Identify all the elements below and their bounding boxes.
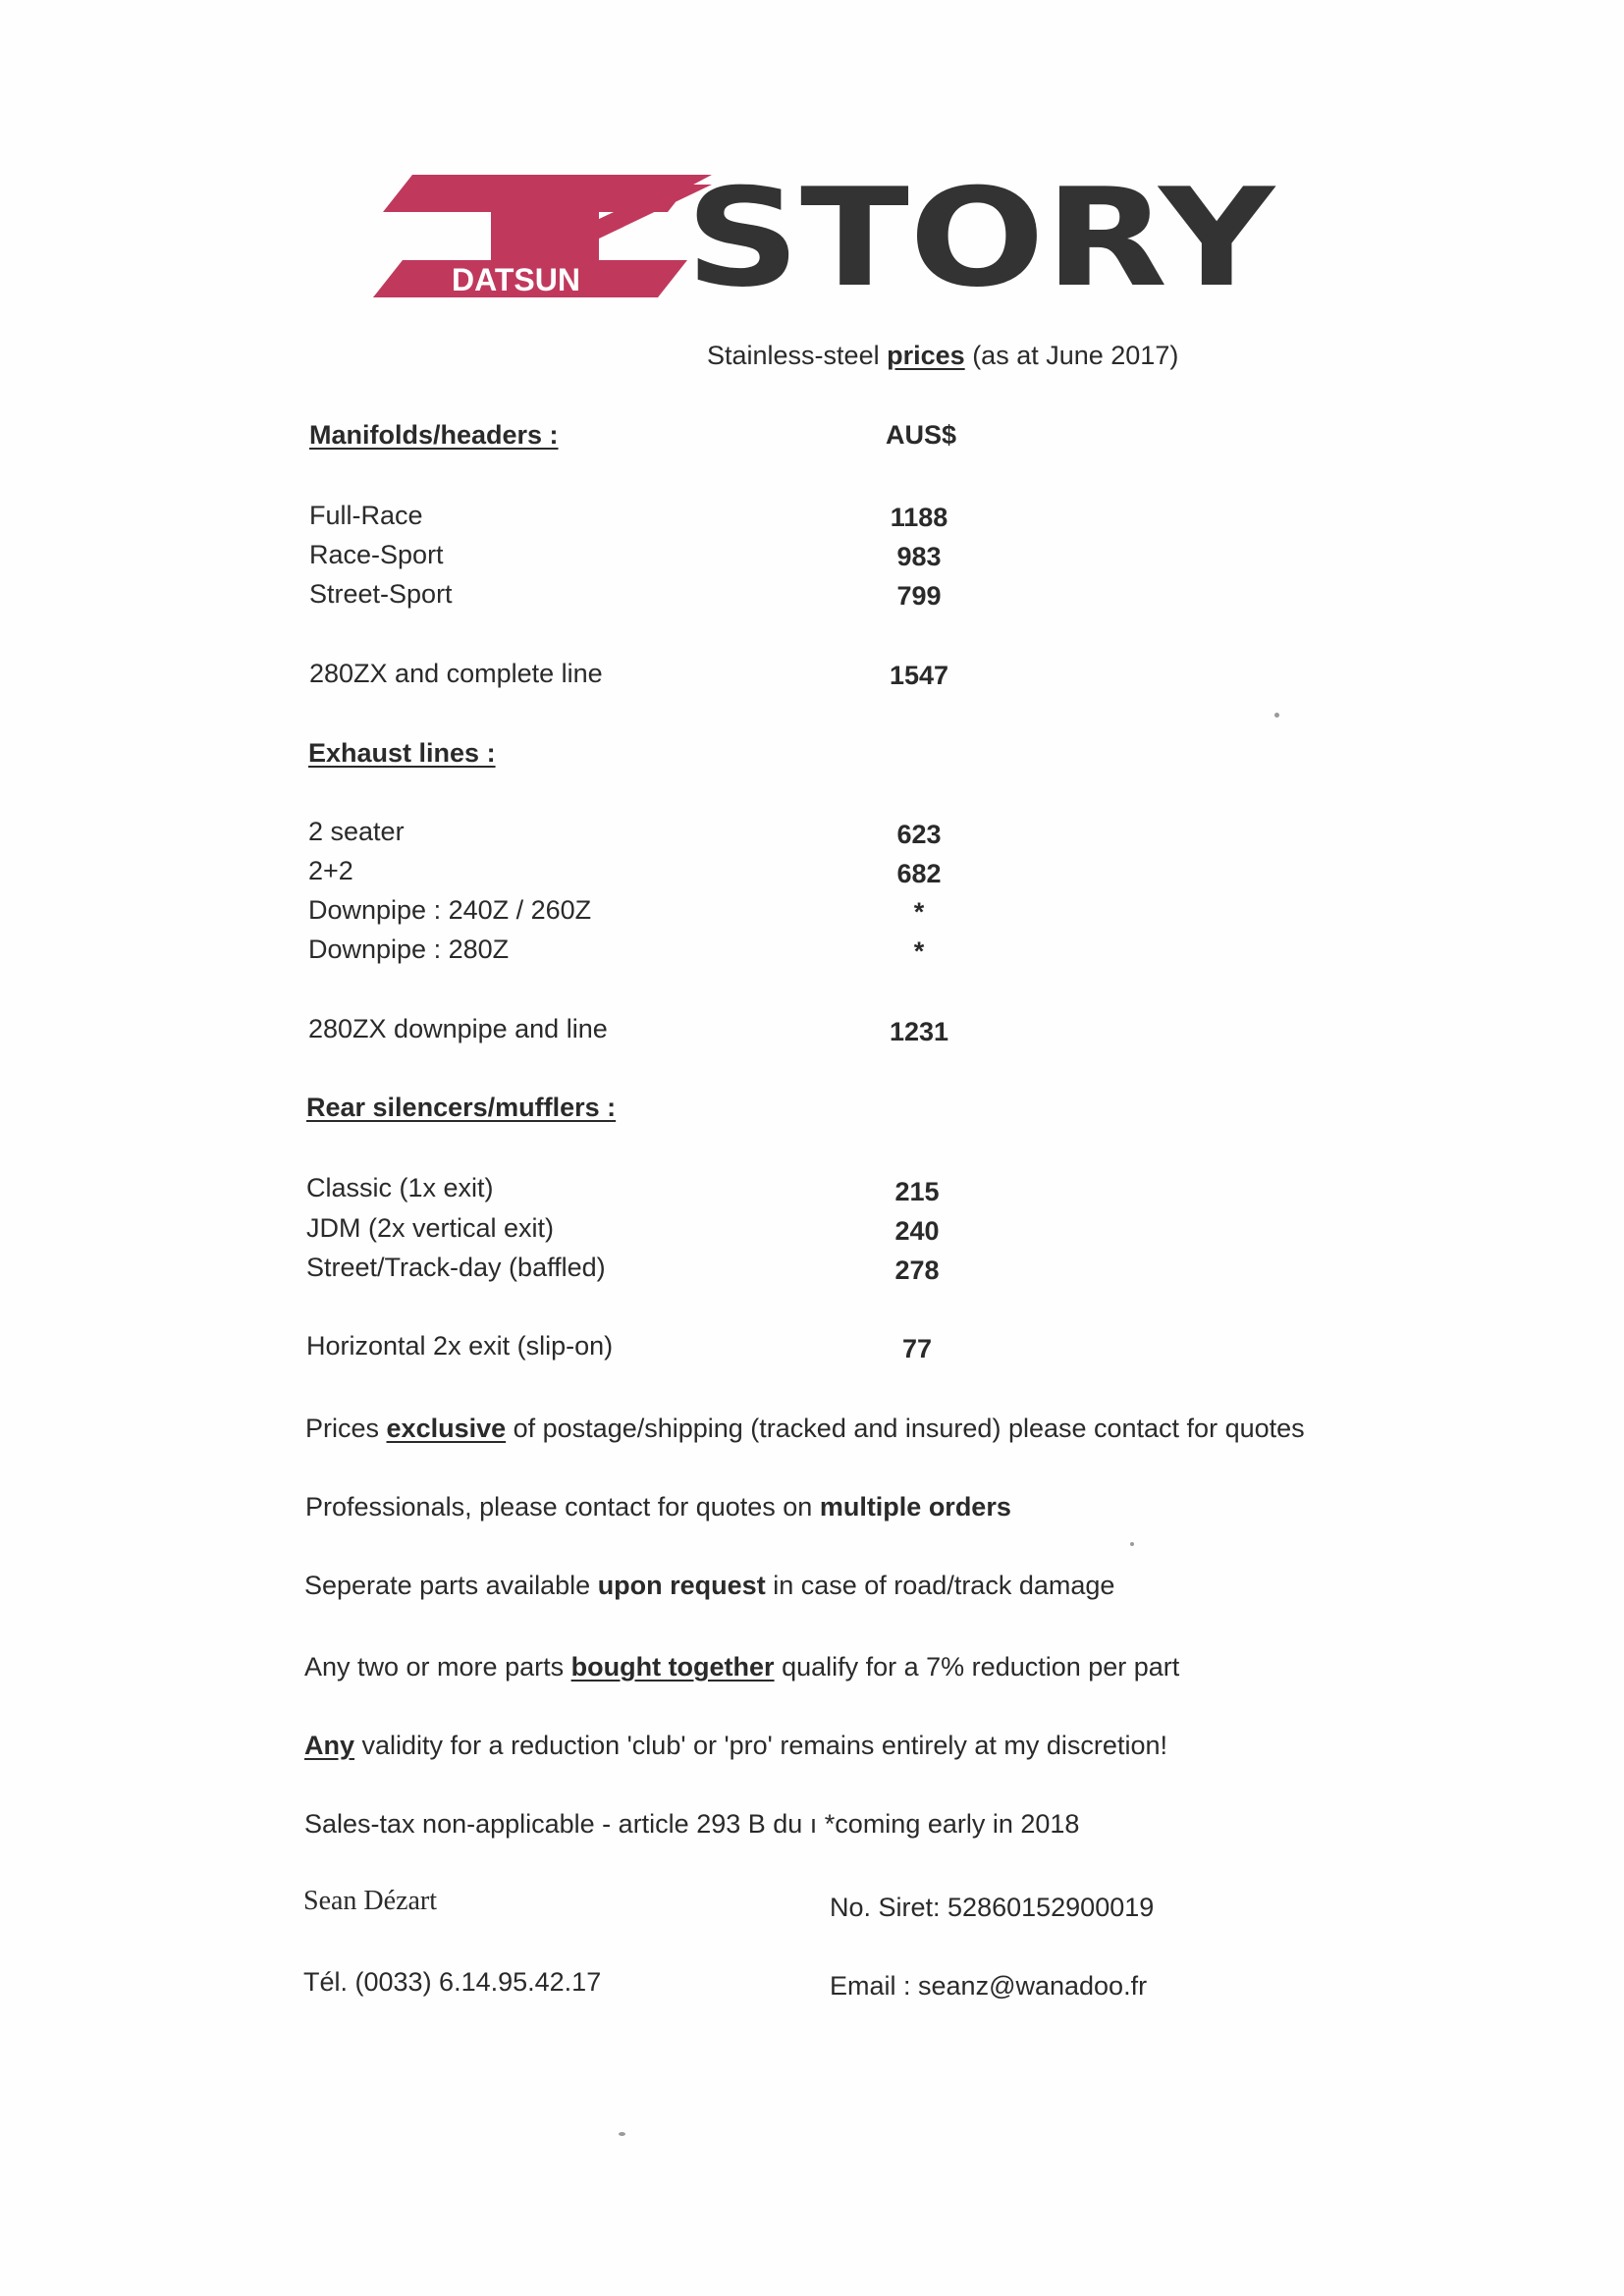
note-text: Prices [305,1414,387,1443]
note-text: of postage/shipping (tracked and insured) please contact for quotes [506,1414,1305,1443]
logo-story-text: STORY [685,165,1277,312]
contact-siret: No. Siret: 52860152900019 [830,1893,1155,1922]
list-item-price: 240 [894,1216,940,1246]
contact-phone: Tél. (0033) 6.14.95.42.17 [303,1967,602,1997]
list-item-price: 983 [896,542,942,571]
note-emphasis: upon request [597,1571,766,1600]
list-item-price: 1231 [889,1017,949,1046]
note-validity [304,1731,1167,1761]
note-text: Seperate parts available [304,1571,598,1600]
list-item-label: 280ZX and complete line [309,659,603,688]
list-item-price: * [913,897,925,927]
subtitle-prefix: Stainless-steel [707,341,880,370]
note-professionals [305,1492,1011,1522]
logo-datsun-text: DATSUN [452,262,580,297]
list-item-price: 215 [894,1177,940,1206]
contact-email: Email : seanz@wanadoo.fr [830,1971,1148,2001]
list-item-price: 278 [894,1255,940,1285]
note-reduction [304,1652,1179,1682]
note-emphasis: exclusive [386,1414,507,1443]
subtitle-suffix: (as at June 2017) [972,341,1179,370]
list-item-label: Race-Sport [309,540,444,569]
list-item-label: 2+2 [308,856,353,885]
currency-label: AUS$ [885,420,957,450]
note-shipping [305,1414,1305,1444]
list-item-price: 1547 [889,661,949,690]
contact-name: Sean Dézart [303,1886,438,1916]
list-item-label: Street/Track-day (baffled) [306,1253,606,1282]
list-item-label: Full-Race [309,501,423,530]
z-logo-gap [373,212,491,260]
exhaust-heading: Exhaust lines : [308,738,496,768]
subtitle-prices: prices [887,341,965,370]
note-text: validity for a reduction 'club' or 'pro' remains entirely at my discretion! [354,1731,1167,1760]
list-item-label: JDM (2x vertical exit) [306,1213,555,1243]
list-item-price: 1188 [890,503,948,532]
list-item-label: 280ZX downpipe and line [308,1014,608,1043]
list-item-label: 2 seater [308,817,405,846]
list-item-label: Horizontal 2x exit (slip-on) [306,1331,614,1361]
list-item-price: 799 [896,581,942,611]
list-item-price: 623 [896,820,942,849]
note-parts [304,1571,1114,1601]
list-item-label: Downpipe : 280Z [308,934,510,964]
list-item-price: 682 [896,859,942,888]
datsun-z-story-logo [373,165,1286,312]
list-item-label: Downpipe : 240Z / 260Z [308,895,592,925]
note-emphasis: Any [304,1731,355,1760]
note-emphasis: bought together [570,1652,775,1682]
scan-speck [1130,1542,1134,1546]
list-item-price: * [913,936,925,966]
note-sales-tax: Sales-tax non-applicable - article 293 B du ı *coming early in 2018 [304,1809,1080,1839]
subtitle [707,341,1178,371]
note-text: Any two or more parts [304,1652,571,1682]
note-emphasis: multiple orders [819,1492,1011,1522]
scan-speck [1274,713,1279,718]
list-item-label: Classic (1x exit) [306,1173,494,1202]
note-text: Professionals, please contact for quotes on [305,1492,820,1522]
list-item-label: Street-Sport [309,579,453,609]
note-text: qualify for a 7% reduction per part [774,1652,1180,1682]
note-text: in case of road/track damage [765,1571,1115,1600]
manifolds-heading: Manifolds/headers : [309,420,559,450]
scan-speck [619,2132,625,2136]
silencers-heading: Rear silencers/mufflers : [306,1093,617,1122]
list-item-price: 77 [901,1334,933,1363]
